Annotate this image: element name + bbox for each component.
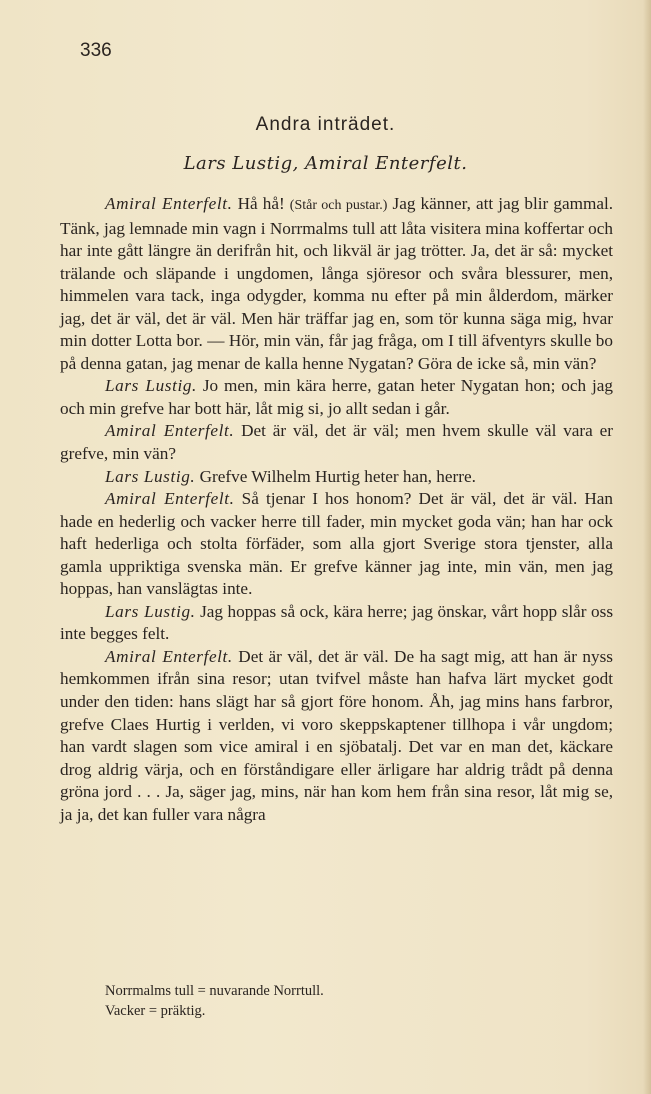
speaker-name: Amiral Enterfelt. [105, 421, 235, 441]
page-number: 336 [80, 40, 112, 61]
speaker-name: Lars Lustig. [105, 601, 196, 621]
dialogue-line: Hå hå! [237, 194, 285, 213]
dialogue-paragraph [60, 193, 613, 375]
speaker-name: Lars Lustig. [105, 466, 196, 486]
dialogue-line: Så tjenar I hos honom? Det är väl, det är väl. Han hade en hederlig och vacker herre till fader, min mycket goda vän; han har ock haft hederliga och stolta förfäder, som alla gjort Sverige stora tjenster, alla gamla uppriktiga svenska män. Er grefve känner jag inte, min vän, men jag hoppas, han vanslägtas inte. [60, 489, 614, 599]
dialogue-paragraph [60, 601, 613, 646]
speaker-name: Amiral Enterfelt. [105, 646, 233, 666]
dialogue-line: Jo men, min kära herre, gatan heter Nygatan hon; och jag och min grefve har bott här, låt mig si, jo allt sedan i går. [60, 376, 614, 418]
scene-heading: Andra inträdet. [255, 114, 396, 135]
dialogue-line: Det är väl, det är väl. De ha sagt mig, att han är nyss hemkommen ifrån sina resor; utan tvifvel måste han hafva lärt mycket godt under den tiden: hans slägt har så gjort före honom. Åh, jag mins hans farbror, grefve Claes Hurtig i verlden, vi voro skeppskaptener tillhopa i vår ungdom; han vardt slagen som vice amiral i en sjöbatalj. Det var en man det, käckare drog aldrig värja, och en förståndigare eller ärligare har aldrig trådt på denna gröna jord . . . Ja, säger jag, mins, när han kom hem från sina resor, låt mig se, ja ja, det kan fuller vara några [60, 646, 613, 824]
dialogue-paragraph [60, 375, 613, 420]
dialogue-line: Det är väl, det är väl; men hvem skulle väl vara er grefve, min vän? [60, 421, 613, 464]
dialogue-line: Grefve Wilhelm Hurtig heter han, herre. [199, 466, 476, 486]
speaker-name: Lars Lustig. [105, 376, 197, 396]
footnote: Vacker = präktig. [105, 1003, 206, 1019]
dialogue-line: Jag känner, att jag blir gammal. Tänk, jag lemnade min vagn i Norrmalms tull att låta visitera mina koffertar och har inte gått längre än derifrån hit, och likväl är jag trötter. Ja, det är så: mycket trälande och släpande i ungdomen, långa sjöresor och svåra blessurer, men, himmelen vara tack, inga odygder, komma nu efter på min ålderdom, märker jag, det är väl, det är väl. Men här träffar jag en, som tör kunna säga mig, hvar min dotter Lotta bor. — Hör, min vän, får jag fråga, om I till äfventyrs skulle bo på denna gatan, jag menar de kalla henne Nygatan? Göra de icke så, min vän? [60, 194, 614, 373]
dialogue-paragraph [60, 466, 613, 489]
dialogue-paragraph [60, 646, 613, 826]
dialogue-paragraph [60, 420, 613, 465]
stage-direction: (Står och pustar.) [289, 198, 388, 213]
dialogue-line: Jag hoppas så ock, kära herre; jag önskar, vårt hopp slår oss inte begges felt. [60, 601, 614, 644]
dialogue-text [60, 193, 613, 826]
footnote: Norrmalms tull = nuvarande Norrtull. [105, 983, 324, 999]
dialogue-paragraph [60, 488, 613, 601]
footnotes [105, 981, 324, 1021]
speaker-name: Amiral Enterfelt. [105, 489, 235, 509]
cast-list: Lars Lustig, Amiral Enterfelt. [183, 153, 468, 174]
speaker-name: Amiral Enterfelt. [105, 194, 233, 213]
